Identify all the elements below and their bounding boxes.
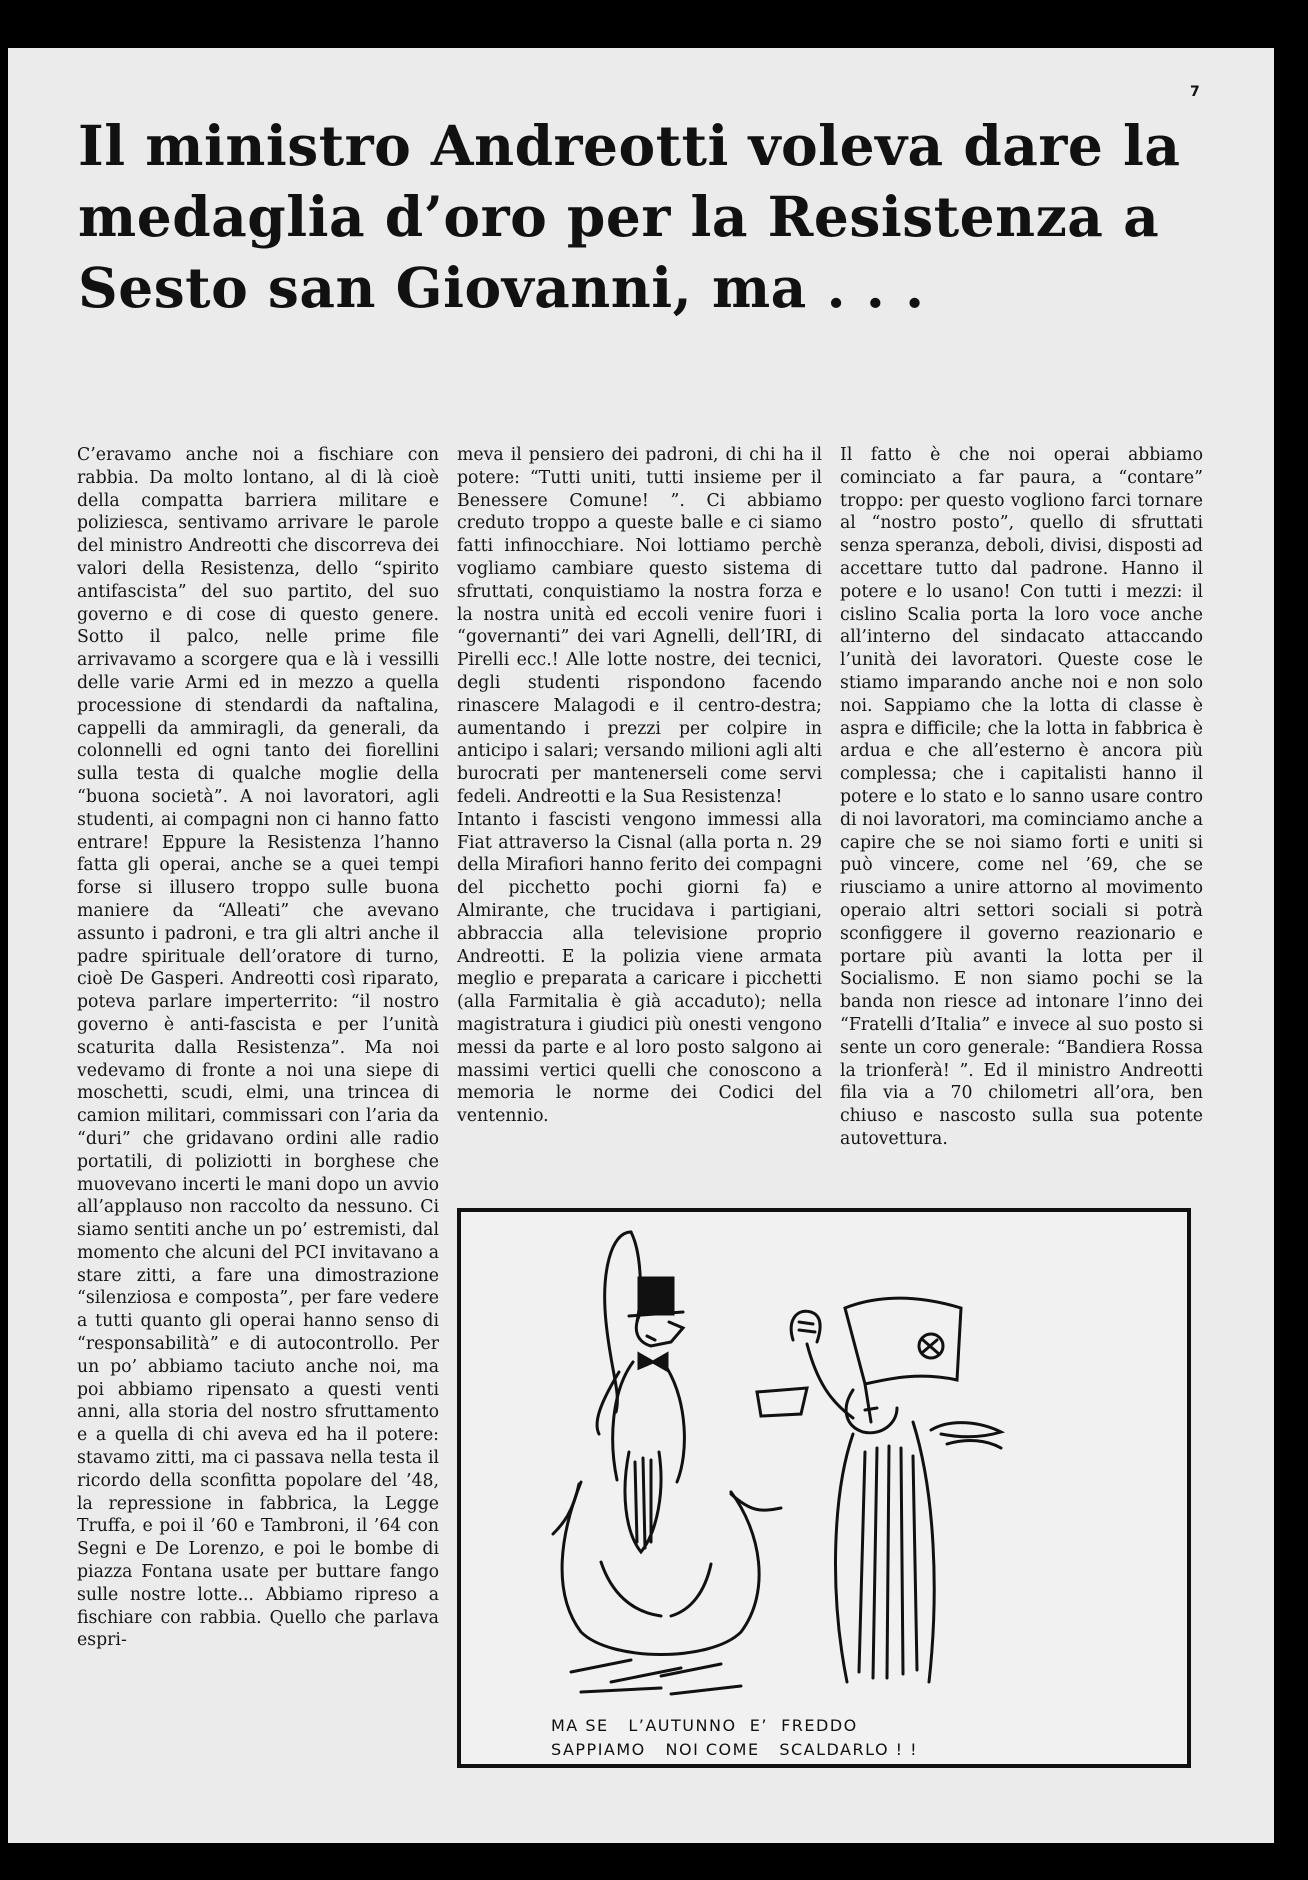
article-column-1: C’eravamo anche noi a fischiare con rabbia. Da molto lontano, al di là cioè della compatta barriera militare e poliziesca, sentivamo arrivare le parole del ministro Andreotti che discorreva dei valori della Resistenza, dello “spirito antifascista” del suo partito, del suo governo e di cose di questo genere. Sotto il palco, nelle prime file arrivavamo a scorgere qua e là i vessilli delle varie Armi ed in mezzo a quella processione di stendardi da naftalina, cappelli da ammiragli, da generali, da colonnelli ed ogni tanto dei fiorellini sulla testa di qualche moglie della “buona società”. A noi lavoratori, agli studenti, ai compagni non ci hanno fatto entrare! Eppure la Resistenza l’hanno fatta gli operai, anche se a quei tempi forse si illusero troppo sulle buona maniere da “Alleati” che avevano assunto i padroni, e tra gli altri anche il padre spirituale dell’oratore di turno, cioè De Gasperi. Andreotti così riparato, poteva parlare imperterrito: “il nostro governo è anti-fascista e per l’unità scaturita dalla Resistenza”. Ma noi vedevamo di fronte a noi una siepe di moschetti, scudi, elmi, una trincea di camion militari, commissari con l’aria da “duri” che gridavano ordini alle radio portatili, di poliziotti in borghese che muovevano incerti le mani dopo un avvio all’applauso non raccolto da nessuno. Ci siamo sentiti anche un po’ estremisti, dal momento che alcuni del PCI invitavano a stare zitti, a fare una dimostrazione “silenziosa e composta”, per fare vedere a tutti quanto gli operai hanno senso di “responsabilità” e di autocontrollo. Per un po’ abbiamo taciuto anche noi, ma poi abbiamo ripensato a questi venti anni, alla storia del nostro sfruttamento e a quella di chi aveva ed ha il potere: stavamo zitti, ma ci passava nella testa il ricordo della sconfitta popolare del ’48, la repressione in fabbrica, la Legge Truffa, e poi il ’60 e Tambroni, il ’64 con Segni e De Lorenzo, e poi le bombe di piazza Fontana usate per buttare fango sulle nostre lotte... Abbiamo ripreso a fischiare con rabbia. Quello che parlava espri- — [77, 445, 439, 1651]
article-column-3: Il fatto è che noi operai abbiamo cominciato a far paura, a “contare” troppo: per questo vogliono farci tornare al “nostro posto”, quello di sfruttati senza speranza, deboli, divisi, disposti ad accettare tutto dal padrone. Hanno il potere e lo usano! Con tutti i mezzi: il cislino Scalia porta la loro voce anche all’interno del sindacato attaccando l’unità dei lavoratori. Queste cose le stiamo imparando anche noi e non solo noi. Sappiamo che la lotta di classe è aspra e difficile; che la lotta in fabbrica è ardua e che all’esterno è ancora più complessa; che i capitalisti hanno il potere e lo stato e lo sanno usare contro di noi lavoratori, ma cominciamo anche a capire che se noi siamo forti e uniti si può vincere, come nel ’69, che se riusciamo a unire attorno al movimento operaio altri settori sociali si potrà sconfiggere il governo reazionario e portare più avanti la lotta per il Socialismo. E non siamo pochi se la banda non riesce ad intonare l’inno dei “Fratelli d’Italia” e invece al suo posto si sente un coro generale: “Bandiera Rossa la trionferà! ”. Ed il ministro Andreotti fila via a 70 chilometri all’ora, ben chiuso e nascosto sulla sua potente autovettura. — [840, 445, 1203, 1149]
cartoon-caption-line-2: SAPPIAMO NOI COME SCALDARLO ! ! — [551, 1740, 919, 1759]
article-column-2: meva il pensiero dei padroni, di chi ha il potere: “Tutti uniti, tutti insieme per il Benessere Comune! ”. Ci abbiamo creduto troppo a queste balle e ci siamo fatti infinocchiare. Noi lottiamo perchè vogliamo cambiare questo sistema di sfruttati, conquistiamo la nostra forza e la nostra unità ed eccoli venire fuori i “governanti” dei vari Agnelli, dell’IRI, di Pirelli ecc.! Alle lotte nostre, dei tecnici, degli studenti rispondono facendo rinascere Malagodi e il centro-destra; aumentando i prezzi per colpire in anticipo i salari; versando milioni agli alti burocrati per mantenerseli come servi fedeli. Andreotti e la Sua Resistenza! Intanto i fascisti vengono immessi alla Fiat attraverso la Cisnal (alla porta n. 29 della Mirafiori hanno ferito dei compagni del picchetto pochi giorni fa) e Almirante, che trucidava i partigiani, abbraccia alla televisione proprio Andreotti. E la polizia viene armata meglio e preparata a caricare i picchetti (alla Farmitalia è già accaduto); nella magistratura i giudici più onesti vengono messi da parte e al loro posto salgono ai massimi vertici quelli che conoscono a memoria le norme dei Codici del ventennio. — [457, 445, 822, 1127]
cartoon-caption-line-1: MA SE L’AUTUNNO E’ FREDDO — [551, 1716, 858, 1735]
cartoon-caption — [551, 1714, 918, 1762]
cartoon-drawing — [461, 1212, 1187, 1764]
page-number: 7 — [1190, 84, 1200, 100]
minister-figure — [553, 1232, 781, 1694]
worker-figure — [757, 1298, 1001, 1682]
cartoon-panel — [457, 1208, 1191, 1768]
article-headline: Il ministro Andreotti voleva dare la medaglia d’oro per la Resistenza a Sesto san Giovanni, ma . . . — [78, 113, 1181, 320]
